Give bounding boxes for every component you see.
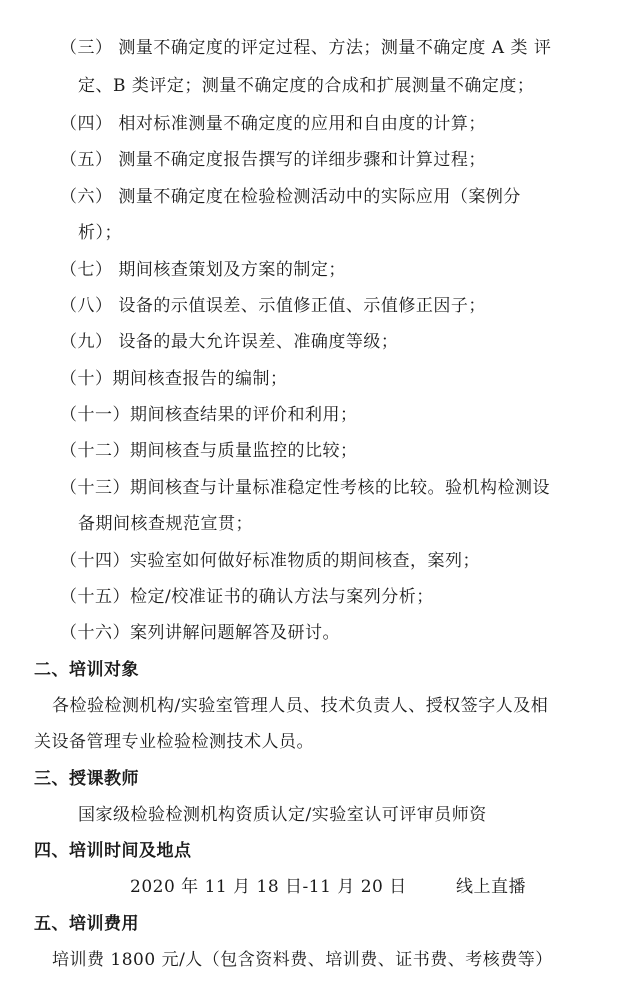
list-item-5: （五） 测量不确定度报告撰写的详细步骤和计算过程； — [60, 150, 486, 170]
list-item-14: （十四）实验室如何做好标准物质的期间核查，案列； — [60, 551, 480, 571]
list-item-11: （十一）期间核查结果的评价和利用； — [60, 405, 358, 425]
fee-line: 培训费 1800 元/人（包含资料费、培训费、证书费、考核费等） — [52, 950, 553, 970]
list-item-8: （八） 设备的示值误差、示值修正值、示值修正因子； — [60, 296, 486, 316]
list-item-15: （十五）检定/校准证书的确认方法与案列分析； — [60, 587, 434, 607]
training-date: 2020 年 11 月 18 日-11 月 20 日 — [130, 877, 407, 897]
targets-line-2: 关设备管理专业检验检测技术人员。 — [34, 732, 314, 752]
section-heading-time-place: 四、培训时间及地点 — [34, 841, 192, 861]
list-item-3-line-2: 定、B 类评定；测量不确定度的合成和扩展测量不确定度； — [78, 76, 535, 96]
list-item-3-line-1: （三） 测量不确定度的评定过程、方法；测量不确定度 A 类 评 — [60, 38, 552, 58]
list-item-13-line-2: 备期间核查规范宣贯； — [78, 514, 253, 534]
list-item-10: （十）期间核查报告的编制； — [60, 369, 288, 389]
list-item-6-line-2: 析）； — [78, 223, 122, 243]
list-item-16: （十六）案列讲解问题解答及研讨。 — [60, 623, 340, 643]
list-item-7: （七） 期间核查策划及方案的制定； — [60, 260, 346, 280]
section-heading-teacher: 三、授课教师 — [34, 769, 139, 789]
teacher-line: 国家级检验检测机构资质认定/实验室认可评审员师资 — [78, 805, 487, 825]
list-item-6-line-1: （六） 测量不确定度在检验检测活动中的实际应用（案例分 — [60, 187, 521, 207]
targets-line-1: 各检验检测机构/实验室管理人员、技术负责人、授权签字人及相 — [52, 696, 549, 716]
section-heading-targets: 二、培训对象 — [34, 660, 139, 680]
section-heading-fee: 五、培训费用 — [34, 914, 139, 934]
list-item-12: （十二）期间核查与质量监控的比较； — [60, 441, 358, 461]
training-place: 线上直播 — [456, 877, 526, 897]
list-item-4: （四） 相对标准测量不确定度的应用和自由度的计算； — [60, 114, 486, 134]
list-item-13-line-1: （十三）期间核查与计量标准稳定性考核的比较。验机构检测设 — [60, 478, 550, 498]
list-item-9: （九） 设备的最大允许误差、准确度等级； — [60, 332, 399, 352]
